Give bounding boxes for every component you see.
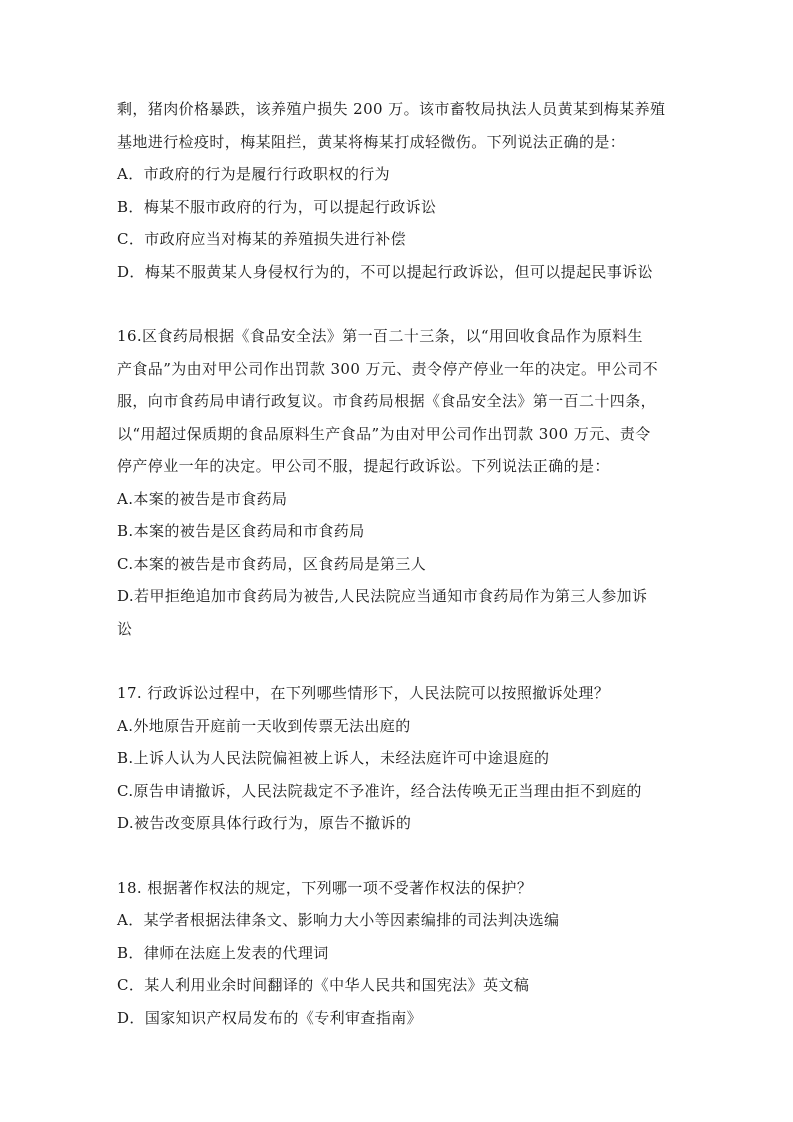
- question-text-line: 17. 行政诉讼过程中，在下列哪些情形下，人民法院可以按照撤诉处理？: [117, 684, 610, 702]
- option-c: C．市政府应当对梅某的养殖损失进行补偿: [117, 230, 407, 248]
- option-b: B.上诉人认为人民法院偏袒被上诉人，未经法庭许可中途退庭的: [117, 749, 550, 767]
- option-a: A．某学者根据法律条文、影响力大小等因素编排的司法判决选编: [117, 911, 560, 929]
- option-d: D．国家知识产权局发布的《专利审查指南》: [117, 1008, 423, 1027]
- question-text-line: 18. 根据著作权法的规定，下列哪一项不受著作权法的保护？: [117, 878, 533, 897]
- document-page: [117, 93, 687, 1034]
- question-text-line: 停产停业一年的决定。甲公司不服，提起行政诉讼。下列说法正确的是：: [117, 457, 610, 475]
- question-16: [117, 320, 687, 645]
- option-d: D．梅某不服黄某人身侵权行为的，不可以提起行政诉讼，但可以提起民事诉讼: [117, 262, 654, 281]
- option-d: D.被告改变原具体行政行为，原告不撤诉的: [117, 814, 412, 832]
- option-d-continued: 讼: [117, 619, 133, 638]
- option-a: A.本案的被告是市食药局: [117, 489, 288, 508]
- question-18: [117, 872, 687, 1035]
- option-a: A．市政府的行为是履行行政职权的行为: [117, 165, 391, 183]
- spacer: [117, 288, 687, 320]
- spacer: [117, 840, 687, 872]
- option-b: B.本案的被告是区食药局和市食药局: [117, 522, 365, 540]
- spacer: [117, 645, 687, 677]
- question-text-line: 服，向市食药局申请行政复议。市食药局根据《食品安全法》第一百二十四条，: [117, 392, 657, 410]
- question-17: [117, 677, 687, 840]
- question-text-line: 产食品”为由对甲公司作出罚款 300 万元、责令停产停业一年的决定。甲公司不: [117, 359, 659, 378]
- question-15-continued: [117, 93, 687, 288]
- question-text-line: 基地进行检疫时，梅某阻拦，黄某将梅某打成轻微伤。下列说法正确的是：: [117, 132, 626, 151]
- question-text-line: 16.区食药局根据《食品安全法》第一百二十三条，以“用回收食品作为原料生: [117, 327, 643, 345]
- option-d: D.若甲拒绝追加市食药局为被告,人民法院应当通知市食药局作为第三人参加诉: [117, 587, 648, 605]
- option-b: B．律师在法庭上发表的代理词: [117, 943, 329, 962]
- option-c: C．某人利用业余时间翻译的《中华人民共和国宪法》英文稿: [117, 976, 530, 994]
- question-text-line: 剩，猪肉价格暴跌，该养殖户损失 200 万。该市畜牧局执法人员黄某到梅某养殖: [117, 100, 666, 118]
- question-text-line: 以“用超过保质期的食品原料生产食品”为由对甲公司作出罚款 300 万元、责令: [117, 424, 651, 443]
- option-b: B．梅某不服市政府的行为，可以提起行政诉讼: [117, 197, 437, 216]
- option-a: A.外地原告开庭前一天收到传票无法出庭的: [117, 716, 411, 735]
- option-c: C.原告申请撤诉，人民法院裁定不予准许，经合法传唤无正当理由拒不到庭的: [117, 781, 642, 800]
- option-c: C.本案的被告是市食药局，区食药局是第三人: [117, 554, 427, 573]
